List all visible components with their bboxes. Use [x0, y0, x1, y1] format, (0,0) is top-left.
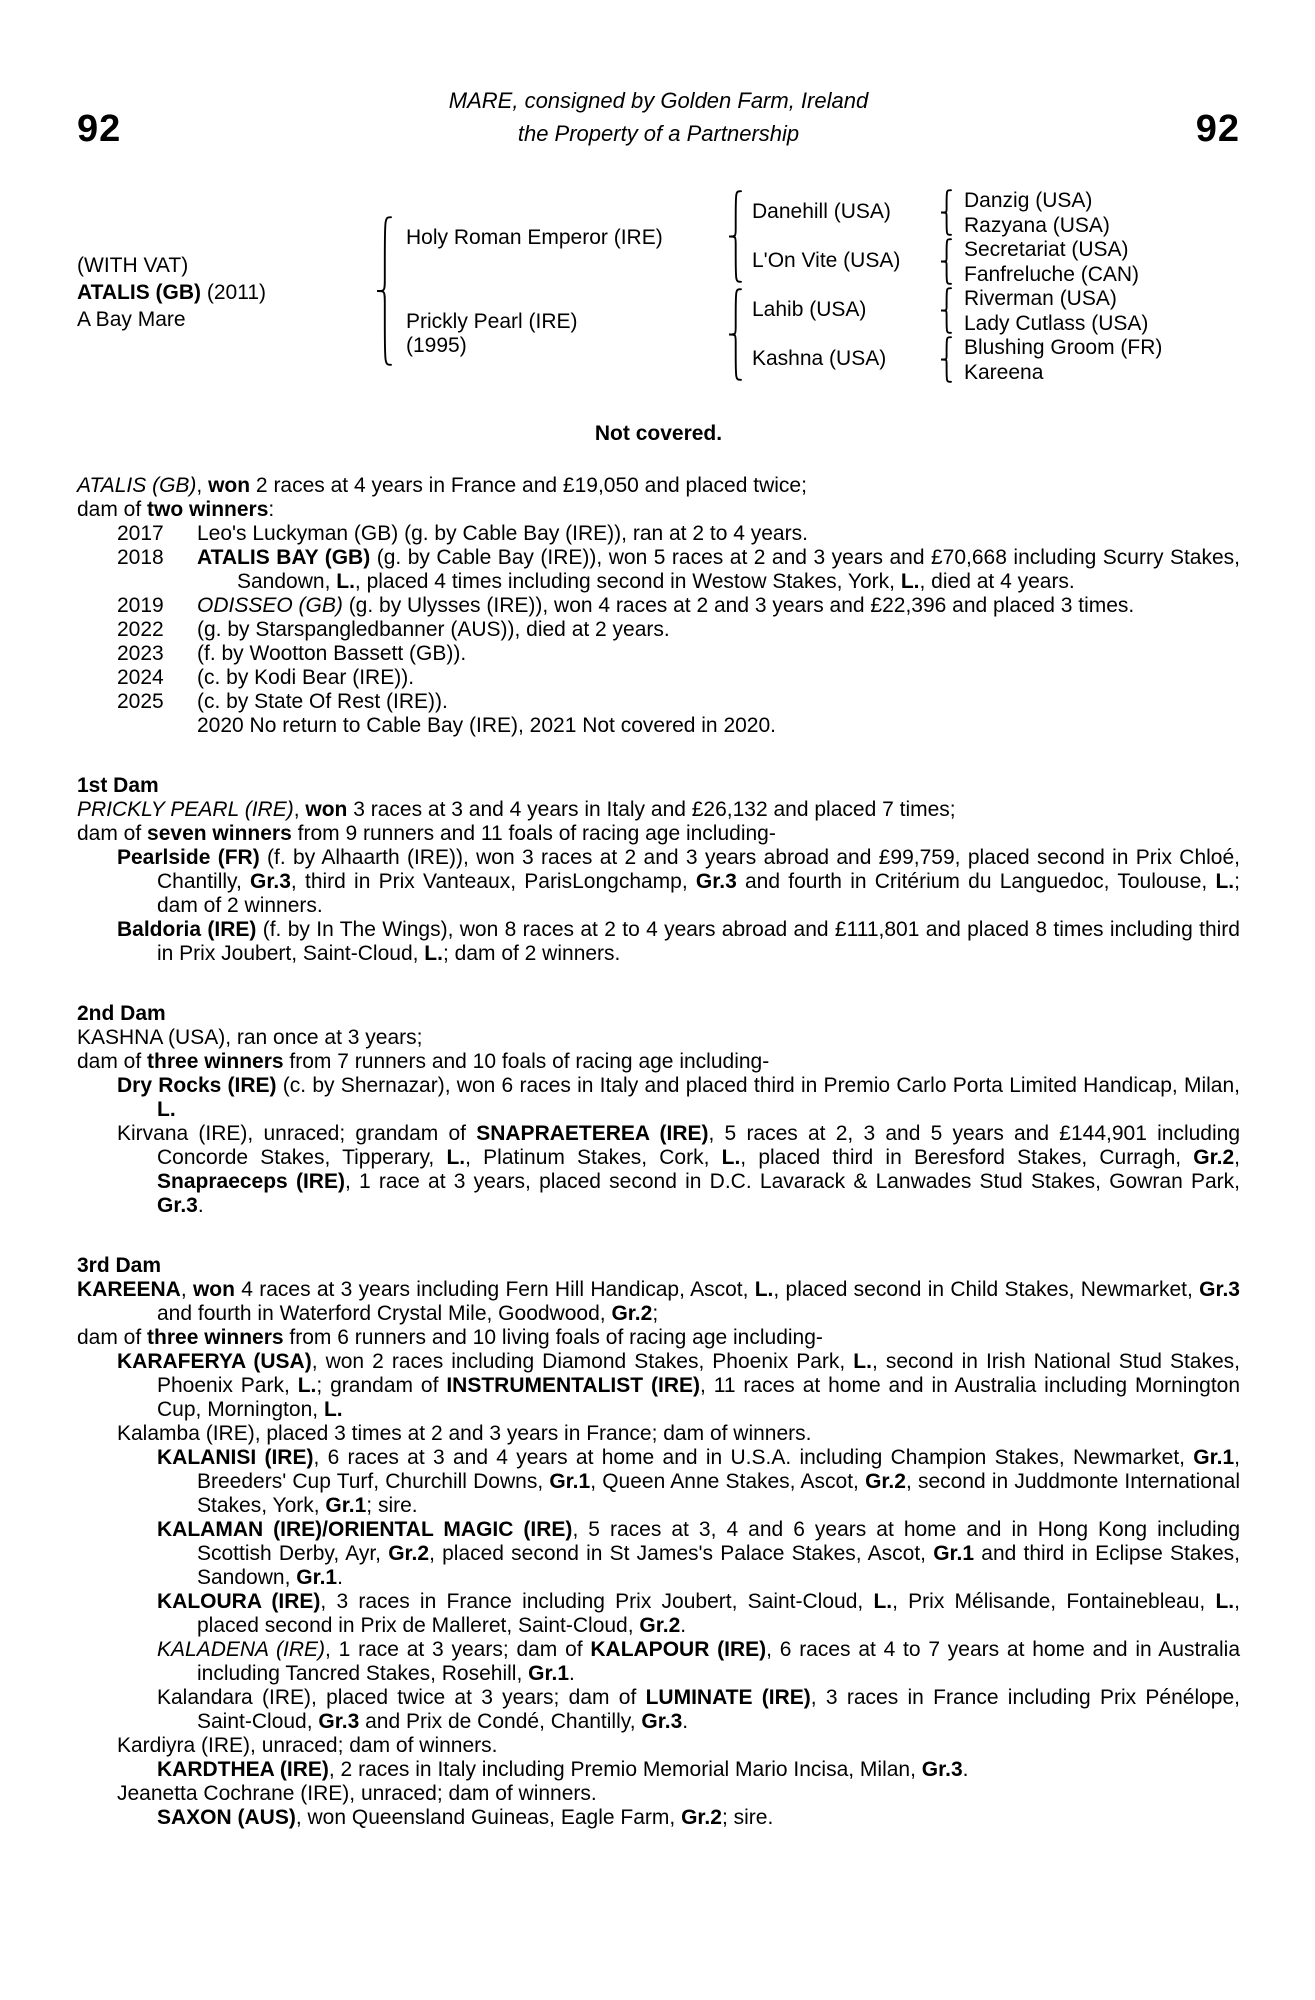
section-heading: 3rd Dam	[77, 1254, 162, 1277]
brace-glyph	[728, 190, 742, 283]
produce-row	[77, 522, 1240, 546]
record-paragraph	[77, 1074, 1240, 1122]
produce-year: 2018	[117, 546, 164, 569]
pedigree-ancestor: Fanfreluche (CAN)	[964, 262, 1140, 286]
text-run: , 3 races in France including Prix Joubert, Saint-Cloud,	[320, 1590, 874, 1613]
text-run: dam of	[77, 822, 148, 845]
pedigree-brace	[940, 238, 952, 285]
pedigree-ancestor: Danehill (USA)	[752, 200, 891, 223]
text-run: (c. by Kodi Bear (IRE)).	[197, 666, 415, 689]
produce-year: 2017	[117, 522, 164, 545]
text-run: .	[682, 1710, 689, 1733]
text-run: ,	[180, 1278, 193, 1301]
text-run: won	[208, 474, 251, 497]
ancestor-name: Prickly Pearl (IRE)	[406, 310, 578, 333]
text-run: two winners	[147, 498, 269, 521]
text-run: Gr.3	[157, 1194, 198, 1217]
record-paragraph	[77, 822, 1240, 846]
text-run: Snapraeceps (IRE)	[157, 1170, 345, 1193]
pedigree-brace	[940, 336, 952, 383]
record-paragraph	[77, 1806, 1240, 1830]
text-run: 2020 No return to Cable Bay (IRE), 2021 Not covered in 2020.	[197, 714, 776, 737]
dam-section	[77, 1002, 1240, 1218]
pedigree-brace	[728, 288, 742, 381]
text-run: Gr.2	[865, 1470, 906, 1493]
text-run: ,	[1234, 1146, 1240, 1169]
text-run: Kirvana (IRE), unraced; grandam of	[117, 1122, 477, 1145]
brace-glyph	[940, 336, 952, 383]
text-run: L.	[336, 570, 355, 593]
text-run: INSTRUMENTALIST (IRE)	[446, 1374, 700, 1397]
text-run: ;	[652, 1302, 659, 1325]
produce-row	[77, 714, 1240, 738]
text-run: ODISSEO (GB)	[197, 594, 343, 617]
text-run: from 6 runners and 10 living foals of racing age including-	[283, 1326, 823, 1349]
ancestor-name: Holy Roman Emperor (IRE)	[406, 226, 663, 249]
text-run: LUMINATE (IRE)	[645, 1686, 811, 1709]
produce-year: 2025	[117, 690, 164, 713]
text-run: 3 races at 3 and 4 years in Italy and £26,132 and placed 7 times;	[347, 798, 956, 821]
text-run: L.	[323, 1398, 343, 1421]
text-run: PRICKLY PEARL (IRE)	[77, 798, 294, 821]
text-run: Gr.1	[933, 1542, 975, 1565]
text-run: and Prix de Condé, Chantilly,	[359, 1710, 642, 1733]
produce-row	[77, 594, 1240, 618]
ownership-line: the Property of a Partnership	[517, 121, 800, 146]
text-run: and third in Eclipse Stakes, Sandown,	[197, 1542, 1240, 1589]
text-run: , won 2 races including Diamond Stakes, Phoenix Park,	[311, 1350, 854, 1373]
pedigree-subject	[77, 252, 266, 333]
text-run: Gr.2	[1193, 1146, 1235, 1169]
text-run: won	[305, 798, 348, 821]
text-run: Baldoria (IRE)	[117, 918, 257, 941]
record-paragraph	[77, 846, 1240, 918]
text-run: SNAPRAETEREA (IRE)	[476, 1122, 709, 1145]
text-run: , placed third in Beresford Stakes, Curragh,	[740, 1146, 1194, 1169]
text-run: , Breeders' Cup Turf, Churchill Downs,	[197, 1446, 1240, 1493]
text-run: L.	[424, 942, 443, 965]
subject-name-line	[77, 279, 266, 306]
text-run: and fourth in Waterford Crystal Mile, Goodwood,	[157, 1302, 612, 1325]
record-paragraph	[77, 1278, 1240, 1326]
text-run: Gr.2	[611, 1302, 653, 1325]
text-run: KAREENA	[77, 1278, 181, 1301]
text-run: , Prix Mélisande, Fontainebleau,	[892, 1590, 1216, 1613]
consignor-line: MARE, consigned by Golden Farm, Ireland	[448, 88, 869, 113]
text-run: :	[268, 498, 275, 521]
text-run: ; dam of 2 winners.	[442, 942, 621, 965]
produce-year: 2023	[117, 642, 164, 665]
produce-year: 2019	[117, 594, 164, 617]
text-run: , 1 race at 3 years; dam of	[325, 1638, 591, 1661]
record-paragraph	[77, 498, 1240, 522]
text-run: L.	[1215, 1590, 1235, 1613]
text-run: , 11 races at home and in Australia including Mornington Cup, Mornington,	[157, 1374, 1241, 1421]
text-run: Gr.1	[549, 1470, 591, 1493]
text-run: (c. by Shernazar), won 6 races in Italy and placed third in Premio Carlo Porta Limited Handicap, Milan,	[276, 1074, 1240, 1097]
text-run: KALANISI (IRE)	[157, 1446, 314, 1469]
text-run: dam of	[77, 498, 148, 521]
brace-glyph	[728, 288, 742, 381]
pedigree-ancestor: Secretariat (USA)	[964, 238, 1129, 261]
brace-glyph	[940, 287, 952, 334]
pedigree-brace	[940, 287, 952, 334]
text-run: Gr.1	[1193, 1446, 1235, 1469]
text-run: ; sire.	[721, 1806, 774, 1829]
text-run: , 5 races at 2, 3 and 5 years and £144,901 including Concorde Stakes, Tipperary,	[157, 1122, 1240, 1169]
text-run: won	[192, 1278, 235, 1301]
text-run: , placed second in St James's Palace Stakes, Ascot,	[429, 1542, 934, 1565]
produce-row	[77, 642, 1240, 666]
text-run: Kalandara (IRE), placed twice at 3 years; dam of	[157, 1686, 646, 1709]
text-run: , Queen Anne Stakes, Ascot,	[590, 1470, 866, 1493]
text-run: .	[197, 1194, 204, 1217]
pedigree-brace	[376, 216, 392, 366]
text-run: KARDTHEA (IRE)	[157, 1758, 329, 1781]
record-paragraph	[77, 1446, 1240, 1518]
text-run: , second in Irish National Stud Stakes, Phoenix Park,	[157, 1350, 1240, 1397]
lot-number-left: 92	[77, 108, 122, 150]
pedigree-ancestor: Lahib (USA)	[752, 298, 867, 321]
produce-year: 2024	[117, 666, 164, 689]
text-run: Gr.3	[695, 870, 737, 893]
text-run: .	[962, 1758, 969, 1781]
text-run: Pearlside (FR)	[117, 846, 260, 869]
record-paragraph	[77, 1518, 1240, 1590]
text-run: Kardiyra (IRE), unraced; dam of winners.	[117, 1734, 498, 1757]
text-run: (f. by In The Wings), won 8 races at 2 to 4 years abroad and £111,801 and placed 8 times including third in Prix Joubert, Saint-Cloud,	[157, 918, 1240, 965]
text-run: 4 races at 3 years including Fern Hill Handicap, Ascot,	[234, 1278, 755, 1301]
text-run: seven winners	[147, 822, 292, 845]
record-paragraph	[77, 1350, 1240, 1422]
text-run: Gr.3	[250, 870, 291, 893]
produce-row	[77, 546, 1240, 594]
text-run: ,	[196, 474, 209, 497]
record-paragraph	[77, 798, 1240, 822]
text-run: ; dam of 2 winners.	[157, 870, 1240, 917]
text-run: , 6 races at 3 and 4 years at home and in U.S.A. including Champion Stakes, Newmarket,	[313, 1446, 1194, 1469]
text-run: Gr.1	[296, 1566, 338, 1589]
text-run: and fourth in Critérium du Languedoc, Toulouse,	[736, 870, 1216, 893]
dam-section	[77, 1254, 1240, 1830]
text-run: , 1 race at 3 years, placed second in D.C. Lavarack & Lanwades Stud Stakes, Gowran Park,	[344, 1170, 1240, 1193]
text-run: L.	[754, 1278, 774, 1301]
text-run: ,	[293, 798, 306, 821]
record-paragraph	[77, 1122, 1240, 1218]
text-run: .	[680, 1614, 687, 1637]
subject-description: A Bay Mare	[77, 308, 186, 331]
text-run: (c. by State Of Rest (IRE)).	[197, 690, 448, 713]
text-run: ATALIS (GB)	[77, 474, 197, 497]
text-run: 2 races at 4 years in France and £19,050 and placed twice;	[250, 474, 807, 497]
record-paragraph	[77, 1782, 1240, 1806]
record-paragraph	[77, 1686, 1240, 1734]
record-paragraph	[77, 1422, 1240, 1446]
section-heading: 2nd Dam	[77, 1002, 166, 1025]
text-run: , placed second in Child Stakes, Newmarket,	[773, 1278, 1200, 1301]
text-run: L.	[157, 1098, 176, 1121]
pedigree-ancestor: L'On Vite (USA)	[752, 249, 901, 272]
text-run: from 9 runners and 11 foals of racing age including-	[291, 822, 776, 845]
text-run: , placed 4 times including second in Westow Stakes, York,	[354, 570, 901, 593]
text-run: L.	[900, 570, 920, 593]
pedigree-ancestor: Kareena	[964, 360, 1044, 384]
pedigree-ancestor: Riverman (USA)	[964, 287, 1117, 310]
text-run: KASHNA (USA), ran once at 3 years;	[77, 1026, 423, 1049]
text-run: , 2 races in Italy including Premio Memorial Mario Incisa, Milan,	[328, 1758, 922, 1781]
text-run: Kalamba (IRE), placed 3 times at 2 and 3 years in France; dam of winners.	[117, 1422, 812, 1445]
text-run: (g. by Starspangledbanner (AUS)), died at 2 years.	[197, 618, 670, 641]
produce-row	[77, 666, 1240, 690]
text-run: dam of	[77, 1326, 148, 1349]
brace-glyph	[940, 189, 952, 236]
text-run: Gr.2	[639, 1614, 681, 1637]
pedigree-brace	[940, 189, 952, 236]
pedigree-ancestor: Razyana (USA)	[964, 213, 1110, 237]
text-run: Gr.2	[388, 1542, 430, 1565]
produce-year: 2022	[117, 618, 164, 641]
text-run: Leo's Luckyman (GB) (g. by Cable Bay (IRE)), ran at 2 to 4 years.	[197, 522, 808, 545]
text-run: KALAMAN (IRE)/ORIENTAL MAGIC (IRE)	[157, 1518, 573, 1541]
pedigree-ancestor: Kashna (USA)	[752, 347, 887, 370]
text-run: three winners	[147, 1326, 284, 1349]
record-paragraph	[77, 1026, 1240, 1050]
text-run: .	[337, 1566, 343, 1589]
pedigree-table	[77, 188, 1240, 388]
ancestor-year: (1995)	[406, 334, 467, 357]
text-run: , won Queensland Guineas, Eagle Farm,	[295, 1806, 682, 1829]
text-run: from 7 runners and 10 foals of racing age including-	[283, 1050, 770, 1073]
vat-note: (WITH VAT)	[77, 254, 189, 277]
text-run: , Platinum Stakes, Cork,	[465, 1146, 722, 1169]
text-run: , 5 races at 3, 4 and 6 years at home and in Hong Kong including Scottish Derby, Ayr,	[197, 1518, 1241, 1565]
text-run: KALAPOUR (IRE)	[590, 1638, 767, 1661]
text-run: Dry Rocks (IRE)	[117, 1074, 277, 1097]
text-run: Gr.3	[318, 1710, 360, 1733]
text-run: SAXON (AUS)	[157, 1806, 296, 1829]
subject-name: ATALIS (GB)	[77, 281, 202, 304]
text-run: , second in Juddmonte International Stakes, York,	[197, 1470, 1240, 1517]
pedigree-ancestor: Lady Cutlass (USA)	[964, 311, 1149, 335]
text-run: , died at 4 years.	[919, 570, 1075, 593]
text-run: (f. by Alhaarth (IRE)), won 3 races at 2 and 3 years abroad and £99,759, placed second in Prix Chloé, Chantilly,	[157, 846, 1240, 893]
race-record	[77, 474, 1240, 1830]
text-run: L.	[1215, 870, 1235, 893]
record-paragraph	[77, 1050, 1240, 1074]
pedigree-ancestor: Danzig (USA)	[964, 189, 1093, 212]
text-run: dam of	[77, 1050, 148, 1073]
dam-section	[77, 774, 1240, 966]
pedigree-ancestor	[406, 310, 578, 358]
produce-row	[77, 618, 1240, 642]
text-run: (g. by Ulysses (IRE)), won 4 races at 2 and 3 years and £22,396 and placed 3 times.	[342, 594, 1135, 617]
text-run: Gr.1	[528, 1662, 570, 1685]
text-run: .	[569, 1662, 575, 1685]
subject-year: (2011)	[201, 281, 267, 304]
record-paragraph	[77, 918, 1240, 966]
text-run: KALADENA (IRE)	[157, 1638, 326, 1661]
text-run: L.	[721, 1146, 741, 1169]
text-run: (f. by Wootton Bassett (GB)).	[197, 642, 467, 665]
text-run: , placed second in Prix de Malleret, Saint-Cloud,	[197, 1590, 1240, 1637]
text-run: Gr.3	[1199, 1278, 1240, 1301]
produce-row	[77, 690, 1240, 714]
text-run: , 3 races in France including Prix Pénélope, Saint-Cloud,	[197, 1686, 1240, 1733]
record-paragraph	[77, 474, 1240, 498]
text-run: L.	[873, 1590, 893, 1613]
text-run: Gr.3	[921, 1758, 963, 1781]
text-run: KARAFERYA (USA)	[117, 1350, 312, 1373]
text-run: ; sire.	[366, 1494, 418, 1517]
pedigree-gen3	[964, 189, 1162, 385]
text-run: KALOURA (IRE)	[157, 1590, 321, 1613]
pedigree-brace	[728, 190, 742, 283]
text-run: ; grandam of	[316, 1374, 447, 1397]
text-run: (g. by Cable Bay (IRE)), won 5 races at 2 and 3 years and £70,668 including Scurry Stakes, Sandown,	[237, 546, 1240, 593]
record-paragraph	[77, 1758, 1240, 1782]
text-run: Gr.3	[641, 1710, 683, 1733]
record-paragraph	[77, 1638, 1240, 1686]
pedigree-ancestor	[406, 226, 663, 250]
text-run: , 6 races at 4 to 7 years at home and in Australia including Tancred Stakes, Rosehill,	[197, 1638, 1240, 1685]
brace-glyph	[376, 216, 392, 366]
text-run: Gr.1	[325, 1494, 367, 1517]
pedigree-ancestor: Blushing Groom (FR)	[964, 336, 1163, 359]
text-run: three winners	[147, 1050, 284, 1073]
record-paragraph	[77, 1590, 1240, 1638]
text-run: L.	[297, 1374, 317, 1397]
page-header	[77, 88, 1240, 174]
record-paragraph	[77, 1734, 1240, 1758]
brace-glyph	[940, 238, 952, 285]
text-run: Gr.2	[681, 1806, 722, 1829]
text-run: L.	[853, 1350, 872, 1373]
text-run: Jeanetta Cochrane (IRE), unraced; dam of winners.	[117, 1782, 597, 1805]
record-paragraph	[77, 1326, 1240, 1350]
text-run: L.	[446, 1146, 466, 1169]
lot-number-right: 92	[1195, 108, 1240, 150]
text-run: ATALIS BAY (GB)	[197, 546, 371, 569]
covering-note: Not covered.	[594, 422, 723, 445]
text-run: , third in Prix Vanteaux, ParisLongchamp,	[290, 870, 696, 893]
section-heading: 1st Dam	[77, 774, 159, 797]
